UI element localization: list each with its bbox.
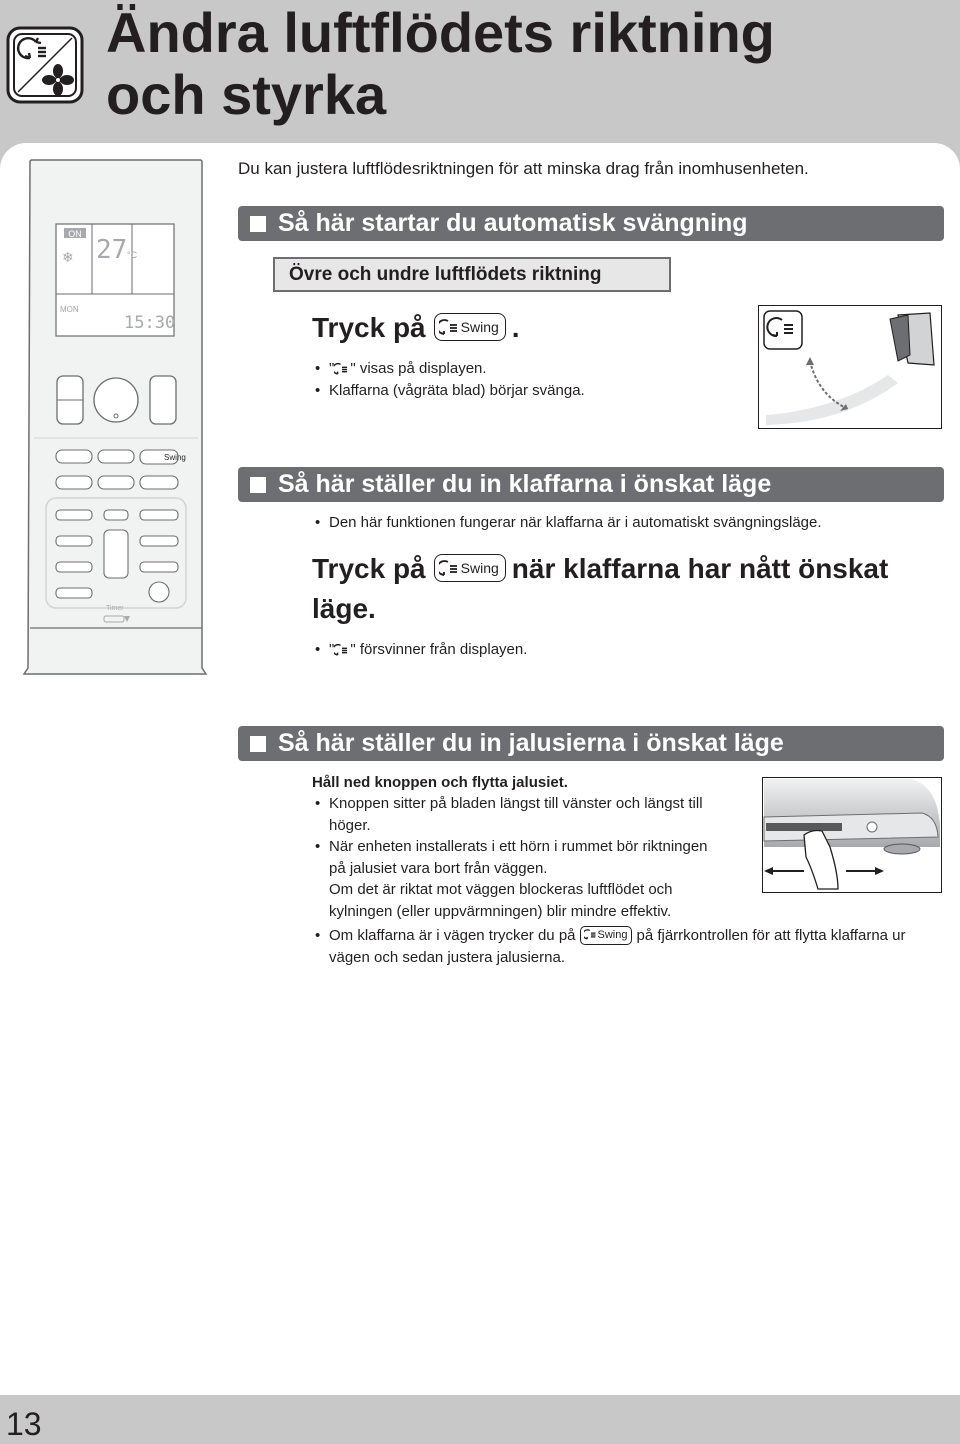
page-title: [106, 2, 775, 126]
press-instruction-2: Tryck på Swing när klaffarna har nått önskat läge.: [312, 553, 889, 624]
swing-icon: [439, 560, 461, 578]
lcd-temp: 27: [96, 235, 128, 265]
section-heading-set-flaps: [238, 467, 944, 502]
swing-button[interactable]: Swing: [580, 926, 633, 945]
section-heading-auto-swing: [238, 206, 944, 241]
lcd-on-label: ON: [68, 229, 82, 239]
flap-swing-diagram: [758, 305, 942, 429]
square-bullet-icon: [250, 216, 266, 232]
swing-icon: [334, 643, 350, 658]
swing-icon: [334, 362, 350, 377]
section-heading-text: Så här ställer du in klaffarna i önskat läge: [278, 470, 772, 498]
swing-button[interactable]: Swing: [434, 554, 506, 582]
square-bullet-icon: [250, 736, 266, 752]
title-line-2: och styrka: [106, 63, 387, 126]
section-heading-text: Så här ställer du in jalusierna i önskat läge: [278, 729, 784, 757]
intro-text: Du kan justera luftflödesriktningen för att minska drag från inomhusenheten.: [238, 159, 809, 178]
bullet-flaps-in-way: • Om klaffarna är i vägen trycker du på Swing på fjärrkontrollen för att flytta klaffarna ur vägen och sedan justera jalusierna.: [315, 927, 906, 966]
bullet-function-note: • Den här funktionen fungerar när klaffarna är i automatiskt svängningsläge.: [315, 514, 822, 531]
lcd-unit: °C: [127, 250, 138, 260]
swing-button[interactable]: Swing: [434, 313, 506, 341]
bullet-flaps-swing: • Klaffarna (vågräta blad) börjar svänga.: [315, 382, 585, 399]
remote-swing-label: Swing: [164, 453, 186, 462]
remote-control-illustration: [20, 158, 212, 678]
lcd-day: MON: [60, 305, 79, 314]
page-number: 13: [6, 1406, 42, 1442]
remote-timer-label: Timer: [106, 605, 124, 612]
bullet-knob-location: • Knoppen sitter på bladen längst till vänster och längst till höger.: [315, 795, 703, 834]
louver-lead-text: Håll ned knoppen och flytta jalusiet.: [312, 774, 568, 791]
snowflake-icon: ❄: [62, 249, 74, 265]
bullet-corner-install: • När enheten installerats i ett hörn i rummet bör riktningen på jalusiet vara bort från väggen. Om det är riktat mot väggen blockeras luftflödet och kylningen (eller uppvärmningen) blir mindre effektiv.: [315, 838, 708, 920]
swing-icon: [439, 319, 461, 337]
section-heading-set-louvers: [238, 726, 944, 761]
lcd-time: 15:30: [124, 313, 176, 333]
swing-fan-icon: [6, 26, 84, 104]
subheading-box: Övre och undre luftflödets riktning: [273, 257, 671, 292]
title-line-1: Ändra luftflödets riktning: [106, 1, 775, 64]
swing-icon: [584, 929, 598, 941]
press-instruction-1: Tryck på Swing .: [312, 312, 520, 343]
bullet-swing-display: • " " visas på displayen.: [315, 360, 487, 377]
bullet-swing-disappears: • " " försvinner från displayen.: [315, 641, 528, 658]
louver-adjust-diagram: [762, 777, 942, 893]
square-bullet-icon: [250, 477, 266, 493]
section-heading-text: Så här startar du automatisk svängning: [278, 209, 748, 237]
